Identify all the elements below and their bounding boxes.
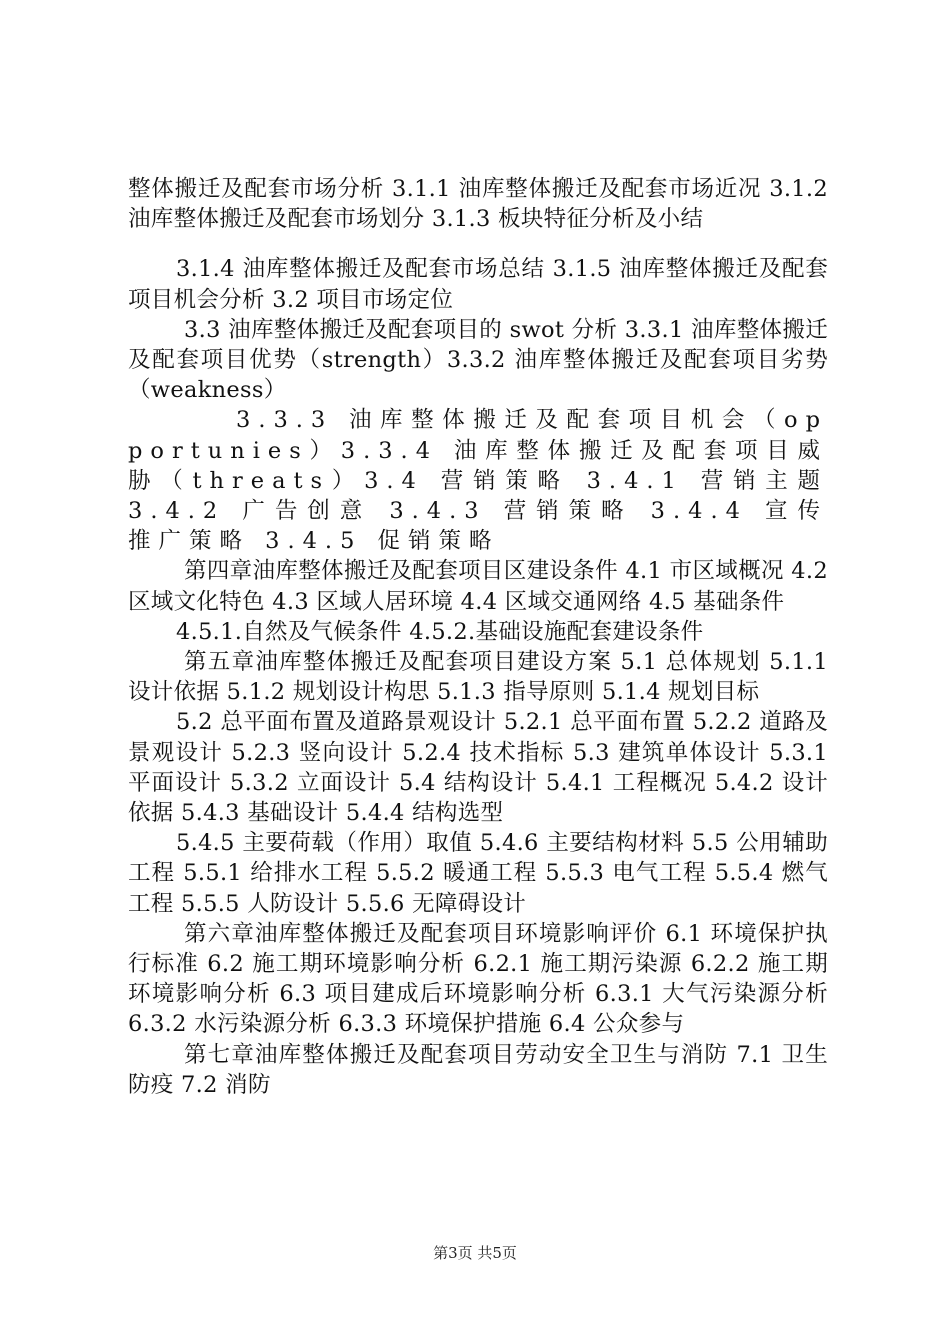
paragraph-swot-analysis: 3.3 油库整体搬迁及配套项目的 swot 分析 3.3.1 油库整体搬迁及配套项目优势（strength）3.3.2 油库整体搬迁及配套项目劣势（weakness） xyxy=(128,316,828,404)
document-body xyxy=(128,174,828,1100)
paragraph-chapter-6: 第六章油库整体搬迁及配套项目环境影响评价 6.1 环境保护执行标准 6.2 施工期环境影响分析 6.2.1 施工期污染源 6.2.2 施工期环境影响分析 6.3 项目建成后环境影响分析 6.3.1 大气污染源分析 6.3.2 水污染源分析 6.3.3 环境保护措施 6.4 公众参与 xyxy=(128,920,828,1038)
paragraph-market-analysis: 整体搬迁及配套市场分析 3.1.1 油库整体搬迁及配套市场近况 3.1.2 油库整体搬迁及配套市场划分 3.1.3 板块特征分析及小结 xyxy=(128,176,828,233)
paragraph-chapter-7: 第七章油库整体搬迁及配套项目劳动安全卫生与消防 7.1 卫生防疫 7.2 消防 xyxy=(128,1041,828,1098)
paragraph-opportunities-marketing: 3.3.3 油库整体搬迁及配套项目机会（opportunies）3.3.4 油库整体搬迁及配套项目威胁（threats）3.4 营销策略 3.4.1 营销主题 3.4.2 广告创意 3.4.3 营销策略 3.4.4 宣传推广策略 3.4.5 促销策略 xyxy=(128,407,828,555)
paragraph-chapter-4: 第四章油库整体搬迁及配套项目区建设条件 4.1 市区域概况 4.2 区域文化特色 4.3 区域人居环境 4.4 区域交通网络 4.5 基础条件 xyxy=(128,558,828,615)
paragraph-layout-design: 5.2 总平面布置及道路景观设计 5.2.1 总平面布置 5.2.2 道路及景观设计 5.2.3 竖向设计 5.2.4 技术指标 5.3 建筑单体设计 5.3.1 平面设计 5.3.2 立面设计 5.4 结构设计 5.4.1 工程概况 5.4.2 设计依据 5.4.3 基础设计 5.4.4 结构选型 xyxy=(128,709,828,827)
paragraph-market-summary: 3.1.4 油库整体搬迁及配套市场总结 3.1.5 油库整体搬迁及配套项目机会分析 3.2 项目市场定位 xyxy=(128,256,828,313)
page-number-footer: 第3页 共5页 xyxy=(433,1244,517,1262)
paragraph-basic-conditions: 4.5.1.自然及气候条件 4.5.2.基础设施配套建设条件 xyxy=(176,618,704,645)
paragraph-utilities: 5.4.5 主要荷载（作用）取值 5.4.6 主要结构材料 5.5 公用辅助工程 5.5.1 给排水工程 5.5.2 暖通工程 5.5.3 电气工程 5.5.4 燃气工程 5.5.5 人防设计 5.5.6 无障碍设计 xyxy=(128,830,828,917)
paragraph-chapter-5: 第五章油库整体搬迁及配套项目建设方案 5.1 总体规划 5.1.1 设计依据 5.1.2 规划设计构思 5.1.3 指导原则 5.1.4 规划目标 xyxy=(128,649,828,706)
